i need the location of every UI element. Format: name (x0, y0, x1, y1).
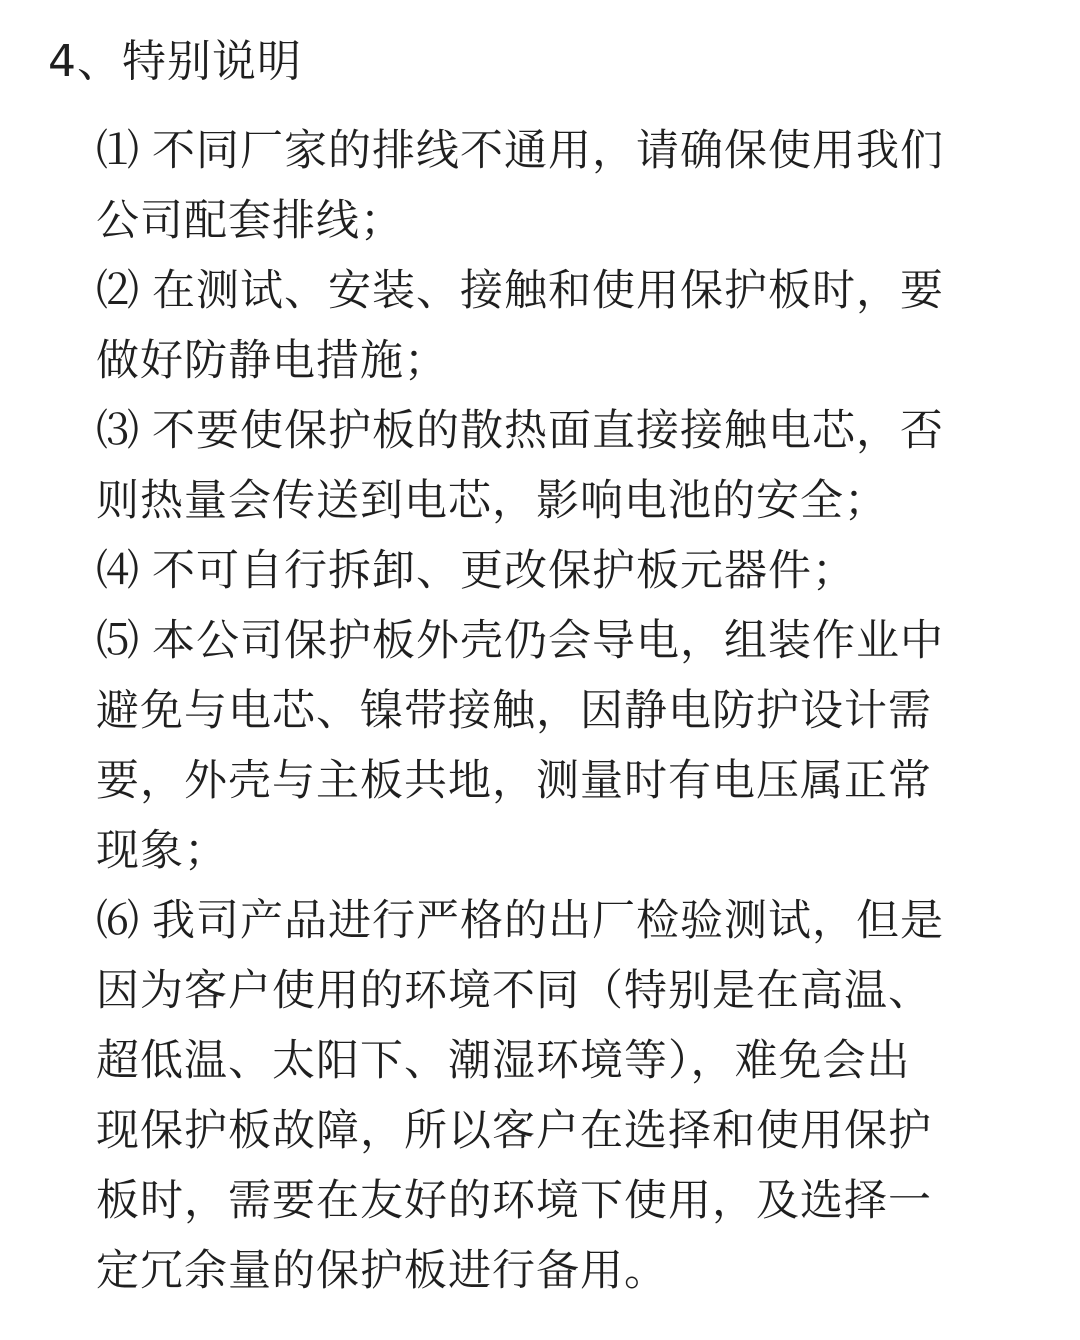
note-marker: ⑷ (96, 546, 140, 596)
note-line (96, 116, 1036, 186)
note-line: 定冗余量的保护板进行备用。 (96, 1246, 668, 1296)
note-line: 因为客户使用的环境不同（特别是在高温、 (96, 966, 932, 1016)
note-item-3 (96, 396, 1036, 536)
note-line (96, 396, 1036, 466)
note-marker: ⑶ (96, 406, 140, 456)
note-text: 不可自行拆卸、更改保护板元器件； (152, 546, 856, 596)
note-item-4 (96, 536, 1036, 606)
note-line: 现象； (96, 826, 228, 876)
note-line: 避免与电芯、镍带接触，因静电防护设计需 (96, 686, 932, 736)
note-item-6 (96, 886, 1036, 1306)
note-line: 现保护板故障，所以客户在选择和使用保护 (96, 1106, 932, 1156)
note-line: 做好防静电措施； (96, 336, 448, 386)
note-line: 则热量会传送到电芯，影响电池的安全； (96, 476, 888, 526)
note-item-5 (96, 606, 1036, 886)
note-marker: ⑴ (96, 126, 140, 176)
note-marker: ⑸ (96, 616, 140, 666)
note-line: 超低温、太阳下、潮湿环境等），难免会出 (96, 1036, 911, 1086)
note-marker: ⑵ (96, 266, 140, 316)
note-line (96, 606, 1036, 676)
note-text: 本公司保护板外壳仍会导电，组装作业中 (152, 616, 944, 666)
note-text: 我司产品进行严格的出厂检验测试，但是 (152, 896, 944, 946)
note-item-2 (96, 256, 1036, 396)
note-marker: ⑹ (96, 896, 140, 946)
note-text: 不同厂家的排线不通用，请确保使用我们 (152, 126, 944, 176)
notes-list (96, 116, 1036, 1306)
note-text: 在测试、安装、接触和使用保护板时，要 (152, 266, 944, 316)
note-line (96, 536, 1036, 606)
note-line: 公司配套排线； (96, 196, 404, 246)
note-line: 要，外壳与主板共地，测量时有电压属正常 (96, 756, 932, 806)
note-text: 不要使保护板的散热面直接接触电芯，否 (152, 406, 944, 456)
note-line (96, 886, 1036, 956)
note-line: 板时，需要在友好的环境下使用，及选择一 (96, 1176, 932, 1226)
note-item-1 (96, 116, 1036, 256)
note-line (96, 256, 1036, 326)
section-title: 4、特别说明 (48, 36, 302, 87)
